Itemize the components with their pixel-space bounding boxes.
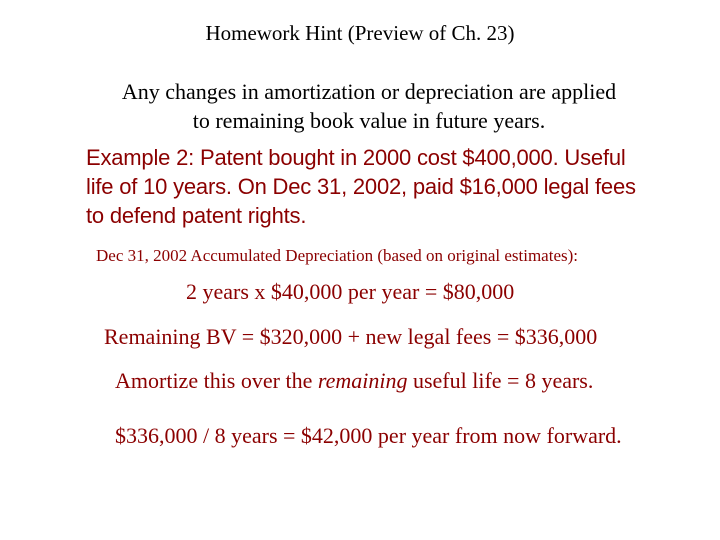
example-line-2: life of 10 years. On Dec 31, 2002, paid $16,000 legal fees: [86, 174, 636, 199]
example-line-3: to defend patent rights.: [86, 203, 307, 228]
slide-title: Homework Hint (Preview of Ch. 23): [205, 21, 515, 45]
years-calculation: 2 years x $40,000 per year = $80,000: [186, 279, 515, 304]
remaining-book-value-calculation: Remaining BV = $320,000 + new legal fees = $336,000: [104, 324, 598, 349]
rule-line-1: Any changes in amortization or depreciation are applied: [121, 79, 617, 104]
amortize-suffix: useful life = 8 years.: [407, 368, 594, 393]
per-year-calculation: $336,000 / 8 years = $42,000 per year from now forward.: [115, 423, 622, 448]
example-line-1: Example 2: Patent bought in 2000 cost $400,000. Useful: [86, 145, 626, 170]
amortize-prefix: Amortize this over the: [115, 368, 318, 393]
rule-line-2: to remaining book value in future years.: [192, 108, 546, 133]
amortize-emphasis: remaining: [317, 368, 408, 393]
accumulated-depreciation-heading: Dec 31, 2002 Accumulated Depreciation (based on original estimates):: [96, 246, 578, 265]
amortize-statement: [115, 368, 593, 394]
